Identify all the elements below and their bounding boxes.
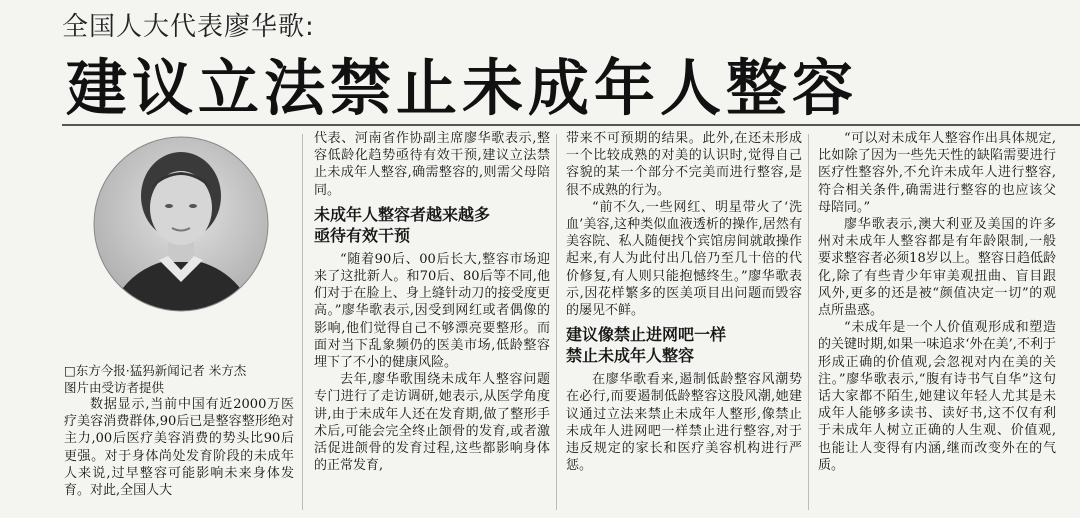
paragraph: “随着90后、00后长大,整容市场迎来了这批新人。和70后、80后等不同,他们对于在脸上、身上缝针动刀的接受度更高。”廖华歌表示,因受到网红或者偶像的影响,他们觉得自己不够漂亮要整形。而面对当下乱象频仍的医美市场,低龄整容埋下了不小的健康风险。 xyxy=(314,251,550,371)
column-2 xyxy=(314,130,550,514)
subheading-line: 禁止未成年人整容 xyxy=(566,346,695,366)
portrait-photo xyxy=(64,130,294,362)
subheading xyxy=(314,204,550,246)
article-headline: 建议立法禁止未成年人整容 xyxy=(66,53,859,124)
paragraph: 带来不可预期的结果。此外,在还未形成一个比较成熟的对美的认识时,觉得自己容貌的某一个部分不完美而进行整容,是很不成熟的行为。 xyxy=(566,131,802,198)
column-4 xyxy=(818,130,1056,514)
column-divider xyxy=(302,134,303,510)
subheading-line: 建议像禁止进网吧一样 xyxy=(566,325,727,345)
portrait-image xyxy=(64,130,294,362)
photo-credit: 图片由受访者提供 xyxy=(64,380,165,395)
paragraph: “未成年是一个人价值观形成和塑造的关键时期,如果一味追求‘外在美’,不利于形成正确的价值观,会忽视对内在美的关注。”廖华歌表示,“腹有诗书气自华”这句话大家都不陌生,她建议年轻人尤其是未成年人能够多读书、读好书,这不仅有利于未成年人树立正确的人生观、价值观,也能让人变得有内涵,继而改变外在的气质。 xyxy=(818,320,1056,473)
paragraph: “可以对未成年人整容作出具体规定,比如除了因为一些先天性的缺陷需要进行医疗性整容外,不允许未成年人进行整容,符合相关条件,确需进行整容的也应该父母陪同。” xyxy=(818,131,1056,215)
paragraph: 廖华歌表示,澳大利亚及美国的许多州对未成年人整容都是有年龄限制,一般要求整容者必须18岁以上。整容日趋低龄化,除了有些青少年审美观扭曲、盲目跟风外,更多的还是被“颜值决定一切”的观点所蛊惑。 xyxy=(818,217,1056,319)
column-1 xyxy=(64,130,294,514)
paragraph: 在廖华歌看来,遏制低龄整容风潮势在必行,而要遏制低龄整容这股风潮,她建议通过立法来禁止未成年人整形,像禁止未成年人进网吧一样禁止进行整容,对于违反规定的家长和医疗美容机构进行严惩。 xyxy=(566,372,802,474)
subheading-line: 亟待有效干预 xyxy=(314,225,411,245)
column-divider xyxy=(556,134,557,510)
article-kicker: 全国人大代表廖华歌: xyxy=(62,12,315,42)
paragraph: 代表、河南省作协副主席廖华歌表示,整容低龄化趋势亟待有效干预,建议立法禁止未成年人整容,确需整容的,则需父母陪同。 xyxy=(314,131,550,198)
paragraph: 数据显示,当前中国有近2000万医疗美容消费群体,90后已是整容整形绝对主力,00后医疗美容消费的势头比90后更强。对于身体尚处发育阶段的未成年人来说,过早整容可能影响未来身体发育。对此,全国人大 xyxy=(64,397,294,499)
subheading-line: 未成年人整容者越来越多 xyxy=(314,204,491,224)
paragraph: “前不久,一些网红、明星带火了‘洗血’美容,这种类似血液透析的操作,居然有美容院、私人随便找个宾馆房间就敢操作起来,有人为此付出几倍乃至几十倍的代价修复,有人则只能抱憾终生。”廖华歌表示,因花样繁多的医美项目出问题而毁容的屡见不鲜。 xyxy=(566,199,802,319)
reporter-byline: □东方今报·猛犸新闻记者 米方杰 xyxy=(64,363,247,378)
header-divider xyxy=(62,124,1080,126)
column-divider xyxy=(808,134,809,510)
subheading xyxy=(566,324,802,366)
paragraph: 去年,廖华歌围绕未成年人整容问题专门进行了走访调研,她表示,从医学角度讲,由于未成年人还在发育期,做了整形手术后,可能会完全终止颌骨的发育,或者激活促进颌骨的发育过程,这些都影响身体的正常发育, xyxy=(314,372,550,474)
column-3 xyxy=(566,130,802,514)
